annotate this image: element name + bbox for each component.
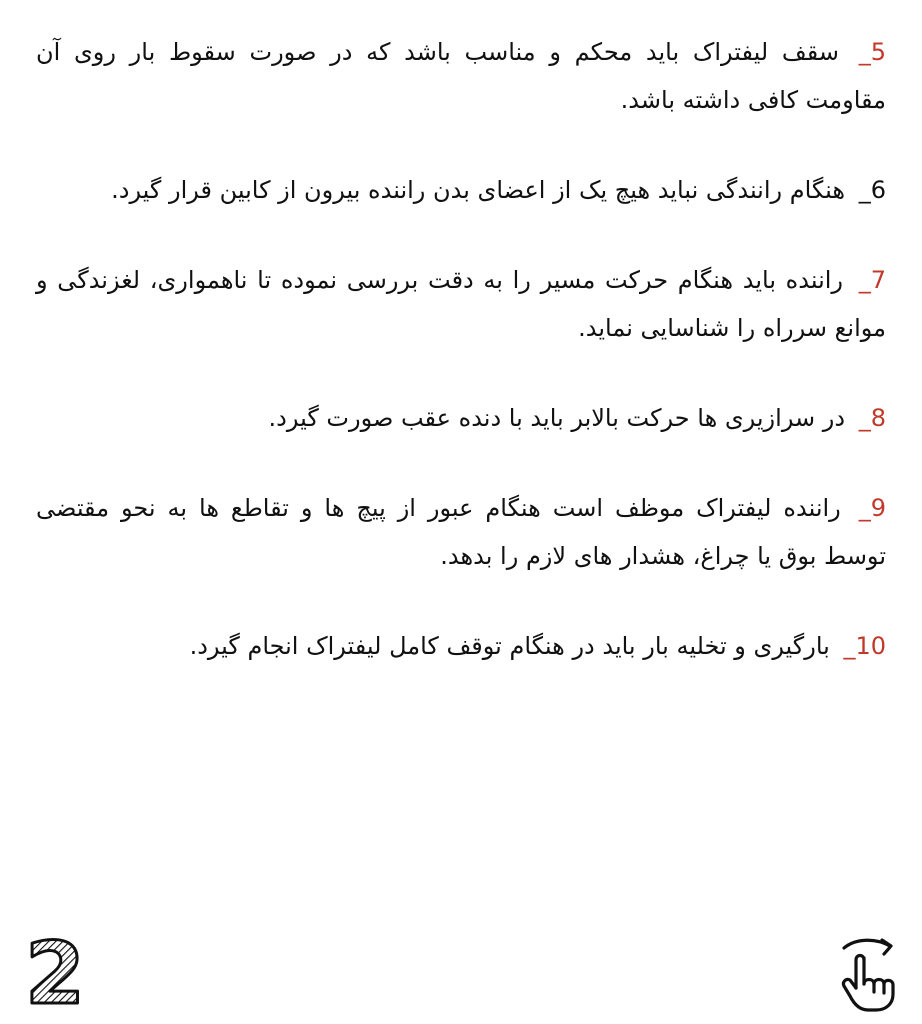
item-number: 6_ <box>858 176 886 204</box>
swipe-hand-icon[interactable] <box>834 936 900 1012</box>
instructions-list <box>36 28 886 712</box>
item-text: راننده لیفتراک موظف است هنگام عبور از پیچ ها و تقاطع ها به نحو مقتضی توسط بوق یا چراغ، هشدار های لازم را بدهد. <box>36 494 886 570</box>
item-text: سقف لیفتراک باید محکم و مناسب باشد که در صورت سقوط بار روی آن مقاومت کافی داشته باشد. <box>36 38 886 114</box>
item-number: 8_ <box>858 404 886 432</box>
page-number-text: 2 <box>25 936 85 1010</box>
item-number: 10_ <box>843 632 886 660</box>
item-text: در سرازیری ها حرکت بالابر باید با دنده عقب صورت گیرد. <box>268 404 846 432</box>
item-number: 9_ <box>858 494 886 522</box>
item-text: راننده باید هنگام حرکت مسیر را به دقت بررسی نموده تا ناهمواری، لغزندگی و موانع سرراه را شناسایی نماید. <box>36 266 886 342</box>
item-text: بارگیری و تخلیه بار باید در هنگام توقف کامل لیفتراک انجام گیرد. <box>189 632 830 660</box>
list-item <box>36 256 886 352</box>
item-number: 5_ <box>858 38 887 66</box>
page-number <box>18 936 92 1010</box>
list-item <box>36 484 886 580</box>
item-text: هنگام رانندگی نباید هیچ یک از اعضای بدن راننده بیرون از کابین قرار گیرد. <box>111 176 846 204</box>
list-item <box>36 394 886 442</box>
list-item <box>36 166 886 214</box>
item-number: 7_ <box>858 266 886 294</box>
list-item <box>36 622 886 670</box>
list-item <box>36 28 886 124</box>
